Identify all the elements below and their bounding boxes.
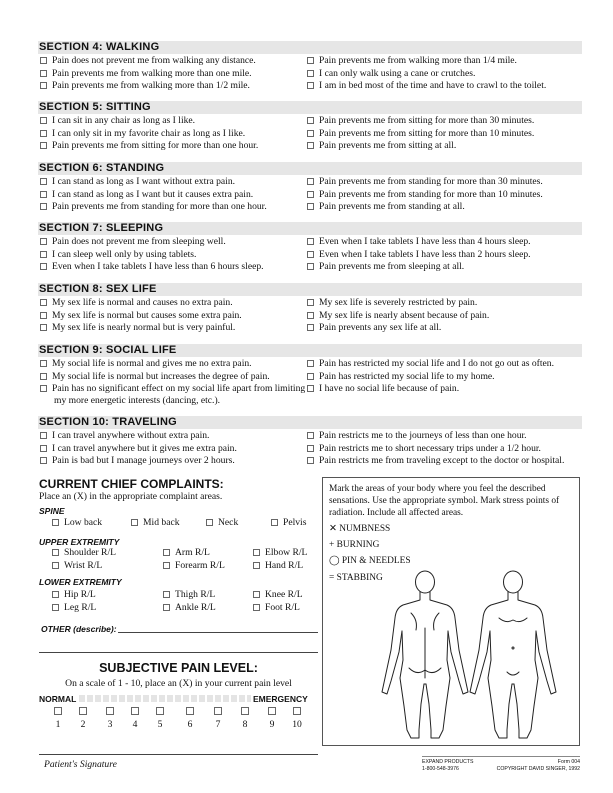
- section-option[interactable]: [307, 115, 534, 127]
- checkbox[interactable]: [40, 360, 47, 367]
- option-label: Pain prevents me from sitting for more than 10 minutes.: [319, 127, 535, 139]
- option-label: Pain prevents me from walking more than one mile.: [52, 67, 252, 79]
- checkbox[interactable]: [307, 178, 314, 185]
- checkbox[interactable]: [307, 130, 314, 137]
- option-label: Low back: [64, 517, 103, 528]
- option-label: Pain prevents me from standing for more than 30 minutes.: [319, 176, 543, 187]
- section-option[interactable]: [40, 371, 270, 383]
- checkbox[interactable]: [40, 445, 47, 452]
- section-option[interactable]: [40, 383, 316, 407]
- checkbox[interactable]: [40, 263, 47, 270]
- complaints-title: CURRENT CHIEF COMPLAINTS:: [39, 477, 224, 491]
- pain-level-checkbox[interactable]: [293, 707, 301, 715]
- body-front-figure: [470, 571, 556, 738]
- section-option[interactable]: [307, 371, 495, 383]
- complaint-option[interactable]: [52, 560, 102, 572]
- section-option[interactable]: [40, 68, 252, 80]
- checkbox[interactable]: [52, 519, 59, 526]
- section-option[interactable]: [40, 115, 195, 127]
- complaint-option[interactable]: [163, 602, 216, 614]
- section-option[interactable]: [40, 201, 267, 213]
- legend-stabbing: = STABBING: [329, 573, 383, 583]
- checkbox[interactable]: [131, 519, 138, 526]
- footer-phone: 1-800-548-3976: [422, 766, 459, 772]
- section-option[interactable]: [40, 55, 256, 67]
- pain-level-title: SUBJECTIVE PAIN LEVEL:: [99, 661, 258, 675]
- option-label: Pain is bad but I manage journeys over 2 hours.: [52, 455, 235, 466]
- checkbox[interactable]: [40, 251, 47, 258]
- pain-level-number: 7: [215, 719, 221, 730]
- section-option[interactable]: [40, 176, 235, 188]
- option-label: Pain does not prevent me from sleeping well.: [52, 236, 226, 247]
- checkbox[interactable]: [40, 312, 47, 319]
- option-label: Pain prevents me from standing for more than one hour.: [52, 201, 267, 212]
- section-header: SECTION 5: SITTING: [38, 101, 582, 114]
- pain-scale-gradient: [79, 695, 251, 702]
- other-describe-label: OTHER (describe):: [41, 624, 117, 634]
- pain-level-number: 2: [80, 719, 86, 730]
- section-option[interactable]: [307, 201, 465, 213]
- pain-level-number: 9: [269, 719, 275, 730]
- section-option[interactable]: [307, 80, 546, 92]
- section-option[interactable]: [307, 261, 464, 273]
- complaint-option[interactable]: [131, 517, 180, 529]
- checkbox[interactable]: [163, 604, 170, 611]
- option-label: Hand R/L: [265, 560, 304, 571]
- pain-level-number: 5: [157, 719, 163, 730]
- option-label: Pain has restricted my social life to my home.: [319, 370, 495, 382]
- checkbox[interactable]: [40, 57, 47, 64]
- checkbox[interactable]: [40, 117, 47, 124]
- pain-level-checkbox[interactable]: [186, 707, 194, 715]
- checkbox[interactable]: [253, 549, 260, 556]
- checkbox[interactable]: [307, 142, 314, 149]
- checkbox[interactable]: [307, 324, 314, 331]
- section-option[interactable]: [40, 358, 252, 370]
- complaint-option[interactable]: [52, 517, 102, 529]
- option-label: I can sit in any chair as long as I like.: [52, 115, 196, 126]
- section-option[interactable]: [307, 189, 543, 201]
- option-label: Ankle R/L: [175, 602, 216, 613]
- option-label: Pain has restricted my social life and I do not go out as often.: [319, 358, 554, 369]
- option-label: My sex life is normal and causes no extra pain.: [52, 297, 233, 308]
- section-option[interactable]: [307, 176, 543, 188]
- section-option[interactable]: [40, 455, 235, 467]
- section-option[interactable]: [40, 189, 253, 201]
- option-label: Even when I take tablets I have less than 4 hours sleep.: [319, 236, 531, 247]
- checkbox[interactable]: [40, 130, 47, 137]
- pain-level-checkbox[interactable]: [214, 707, 222, 715]
- option-label: Pain prevents any sex life at all.: [319, 322, 442, 333]
- option-label: Mid back: [143, 517, 180, 528]
- checkbox[interactable]: [307, 57, 314, 64]
- checkbox[interactable]: [206, 519, 213, 526]
- checkbox[interactable]: [40, 373, 47, 380]
- section-option[interactable]: [40, 443, 237, 455]
- pain-level-checkbox[interactable]: [241, 707, 249, 715]
- option-label: I can only sit in my favorite chair as long as I like.: [52, 127, 246, 139]
- option-label: Pain has no significant effect on my social life apart from limiting my more energetic interests (dancing, etc.).: [52, 383, 306, 406]
- signature-label: Patient's Signature: [44, 759, 117, 770]
- section-option[interactable]: [307, 249, 531, 261]
- pain-level-number: 3: [107, 719, 113, 730]
- checkbox[interactable]: [253, 604, 260, 611]
- checkbox[interactable]: [40, 457, 47, 464]
- body-back-figure: [382, 571, 468, 738]
- option-label: Pain restricts me to short necessary trips under a 1/2 hour.: [319, 442, 541, 454]
- checkbox[interactable]: [253, 562, 260, 569]
- pain-level-checkbox[interactable]: [268, 707, 276, 715]
- checkbox[interactable]: [271, 519, 278, 526]
- checkbox[interactable]: [307, 203, 314, 210]
- option-label: I can stand as long as I want but it causes extra pain.: [52, 188, 254, 200]
- option-label: My sex life is nearly absent because of pain.: [319, 309, 490, 321]
- checkbox[interactable]: [307, 191, 314, 198]
- pain-level-checkbox[interactable]: [79, 707, 87, 715]
- option-label: I can travel anywhere but it gives me extra pain.: [52, 442, 237, 454]
- option-label: Shoulder R/L: [64, 547, 116, 558]
- option-label: Leg R/L: [64, 602, 97, 613]
- checkbox[interactable]: [163, 591, 170, 598]
- option-label: My sex life is nearly normal but is very painful.: [52, 322, 236, 333]
- option-label: Pain does not prevent me from walking any distance.: [52, 55, 256, 66]
- option-label: Pelvis: [283, 517, 307, 528]
- complaint-option[interactable]: [163, 560, 225, 572]
- pain-emergency-label: EMERGENCY: [253, 694, 308, 704]
- option-label: Pain prevents me from sleeping at all.: [319, 261, 465, 272]
- section-option[interactable]: [307, 383, 459, 395]
- checkbox[interactable]: [307, 445, 314, 452]
- option-label: Pain prevents me from sitting at all.: [319, 140, 457, 151]
- complaints-instruction: Place an (X) in the appropriate complaint areas.: [39, 491, 223, 502]
- checkbox[interactable]: [307, 70, 314, 77]
- footer-copyright: COPYRIGHT DAVID SINGER, 1992: [496, 766, 580, 772]
- option-label: Forearm R/L: [175, 560, 225, 571]
- legend-pin-needles: ◯ PIN & NEEDLES: [329, 556, 411, 566]
- complaint-option[interactable]: [163, 547, 210, 559]
- section-header: SECTION 9: SOCIAL LIFE: [38, 344, 582, 357]
- option-label: Thigh R/L: [175, 589, 216, 600]
- checkbox[interactable]: [40, 238, 47, 245]
- checkbox[interactable]: [253, 591, 260, 598]
- option-label: Foot R/L: [265, 602, 300, 613]
- section-option[interactable]: [40, 236, 226, 248]
- option-label: I can stand as long as I want without extra pain.: [52, 176, 236, 187]
- pain-normal-label: NORMAL: [39, 694, 77, 704]
- checkbox[interactable]: [307, 312, 314, 319]
- checkbox[interactable]: [307, 82, 314, 89]
- complaint-option[interactable]: [52, 602, 96, 614]
- option-label: I can sleep well only by using tablets.: [52, 248, 197, 260]
- body-map-box[interactable]: [322, 477, 580, 746]
- option-label: I can travel anywhere without extra pain.: [52, 430, 210, 441]
- checkbox[interactable]: [163, 562, 170, 569]
- body-outline-figures: [323, 478, 579, 745]
- section-option[interactable]: [40, 322, 235, 334]
- checkbox[interactable]: [307, 299, 314, 306]
- pain-level-checkbox[interactable]: [156, 707, 164, 715]
- checkbox[interactable]: [307, 360, 314, 367]
- checkbox[interactable]: [307, 238, 314, 245]
- checkbox[interactable]: [307, 457, 314, 464]
- section-option[interactable]: [307, 236, 531, 248]
- option-label: Wrist R/L: [64, 560, 103, 571]
- section-option[interactable]: [40, 310, 242, 322]
- section-option[interactable]: [307, 140, 456, 152]
- complaint-option[interactable]: [52, 589, 96, 601]
- section-option[interactable]: [40, 128, 245, 140]
- complaint-option[interactable]: [253, 547, 307, 559]
- checkbox[interactable]: [307, 373, 314, 380]
- checkbox[interactable]: [40, 432, 47, 439]
- body-map-instruction: Mark the areas of your body where you feel the described sensations. Use the appropriate symbol. Mark stress points of radiation. Include all affected areas.: [329, 484, 560, 518]
- pain-level-checkbox[interactable]: [131, 707, 139, 715]
- other-describe-line-2[interactable]: [39, 652, 318, 653]
- section-option[interactable]: [307, 358, 554, 370]
- section-option[interactable]: [40, 430, 209, 442]
- section-option[interactable]: [40, 249, 196, 261]
- option-label: Hip R/L: [64, 589, 96, 600]
- other-describe-line-1[interactable]: [118, 632, 318, 633]
- checkbox[interactable]: [307, 117, 314, 124]
- checkbox[interactable]: [307, 385, 314, 392]
- option-label: Pain prevents me from walking more than 1/4 mile.: [319, 55, 517, 66]
- checkbox[interactable]: [40, 191, 47, 198]
- checkbox[interactable]: [40, 142, 47, 149]
- section-option[interactable]: [307, 68, 475, 80]
- section-header: SECTION 4: WALKING: [38, 41, 582, 54]
- checkbox[interactable]: [307, 263, 314, 270]
- option-label: Even when I take tablets I have less than 6 hours sleep.: [52, 261, 264, 272]
- section-option[interactable]: [307, 310, 489, 322]
- section-option[interactable]: [40, 140, 258, 152]
- section-header: SECTION 7: SLEEPING: [38, 222, 582, 235]
- complaint-option[interactable]: [253, 602, 300, 614]
- pain-level-number: 10: [292, 719, 302, 730]
- footer-rule: [422, 756, 580, 757]
- section-option[interactable]: [307, 430, 527, 442]
- checkbox[interactable]: [40, 82, 47, 89]
- section-option[interactable]: [307, 322, 441, 334]
- checkbox[interactable]: [52, 562, 59, 569]
- option-label: I am in bed most of the time and have to crawl to the toilet.: [319, 80, 547, 91]
- checkbox[interactable]: [40, 70, 47, 77]
- option-label: Elbow R/L: [265, 547, 308, 558]
- option-label: My sex life is severely restricted by pain.: [319, 297, 478, 308]
- option-label: Even when I take tablets I have less than 2 hours sleep.: [319, 248, 531, 260]
- pain-level-checkbox[interactable]: [54, 707, 62, 715]
- option-label: Neck: [218, 517, 239, 528]
- footer-form-number: Form 004: [557, 759, 580, 765]
- legend-numbness: ✕ NUMBNESS: [329, 524, 391, 534]
- option-label: Pain restricts me from traveling except to the doctor or hospital.: [319, 455, 565, 466]
- section-option[interactable]: [307, 455, 564, 467]
- option-label: I can only walk using a cane or crutches.: [319, 67, 476, 79]
- option-label: Pain prevents me from sitting for more than one hour.: [52, 140, 259, 151]
- section-option[interactable]: [40, 297, 233, 309]
- option-label: Pain prevents me from sitting for more than 30 minutes.: [319, 115, 535, 126]
- pain-level-number: 6: [187, 719, 193, 730]
- pain-level-checkbox[interactable]: [106, 707, 114, 715]
- pain-level-instruction: On a scale of 1 - 10, place an (X) in your current pain level: [65, 678, 292, 689]
- checkbox[interactable]: [52, 604, 59, 611]
- section-header: SECTION 10: TRAVELING: [38, 416, 582, 429]
- legend-burning: + BURNING: [329, 540, 380, 550]
- complaint-option[interactable]: [271, 517, 306, 529]
- checkbox[interactable]: [40, 299, 47, 306]
- section-header: SECTION 6: STANDING: [38, 162, 582, 175]
- checkbox[interactable]: [40, 178, 47, 185]
- checkbox[interactable]: [307, 432, 314, 439]
- pain-level-number: 8: [242, 719, 248, 730]
- complaint-option[interactable]: [253, 589, 303, 601]
- section-option[interactable]: [307, 297, 477, 309]
- option-label: Pain prevents me from standing at all.: [319, 201, 465, 212]
- pain-level-number: 1: [55, 719, 61, 730]
- pain-level-number: 4: [132, 719, 138, 730]
- option-label: Pain prevents me from standing for more than 10 minutes.: [319, 188, 543, 200]
- option-label: My social life is normal but increases the degree of pain.: [52, 370, 270, 382]
- complaint-option[interactable]: [163, 589, 215, 601]
- checkbox[interactable]: [52, 549, 59, 556]
- spine-label: SPINE: [39, 506, 65, 516]
- upper-extremity-label: UPPER EXTREMITY: [39, 537, 120, 547]
- section-option[interactable]: [307, 128, 534, 140]
- complaint-option[interactable]: [206, 517, 238, 529]
- checkbox[interactable]: [40, 324, 47, 331]
- lower-extremity-label: LOWER EXTREMITY: [39, 577, 122, 587]
- option-label: I have no social life because of pain.: [319, 383, 460, 394]
- section-option[interactable]: [40, 261, 264, 273]
- section-option[interactable]: [307, 55, 517, 67]
- option-label: My sex life is normal but causes some extra pain.: [52, 309, 242, 321]
- signature-line[interactable]: [39, 754, 318, 755]
- option-label: Pain prevents me from walking more than 1/2 mile.: [52, 80, 250, 91]
- checkbox[interactable]: [52, 591, 59, 598]
- checkbox[interactable]: [163, 549, 170, 556]
- option-label: My social life is normal and gives me no extra pain.: [52, 358, 252, 369]
- complaint-option[interactable]: [253, 560, 303, 572]
- complaint-option[interactable]: [52, 547, 116, 559]
- footer-company: EXPAND PRODUCTS: [422, 759, 474, 765]
- checkbox[interactable]: [307, 251, 314, 258]
- option-label: Knee R/L: [265, 589, 303, 600]
- section-option[interactable]: [40, 80, 250, 92]
- option-label: Arm R/L: [175, 547, 210, 558]
- option-label: Pain restricts me to the journeys of less than one hour.: [319, 430, 527, 441]
- section-option[interactable]: [307, 443, 541, 455]
- checkbox[interactable]: [40, 203, 47, 210]
- section-header: SECTION 8: SEX LIFE: [38, 283, 582, 296]
- checkbox[interactable]: [40, 385, 47, 392]
